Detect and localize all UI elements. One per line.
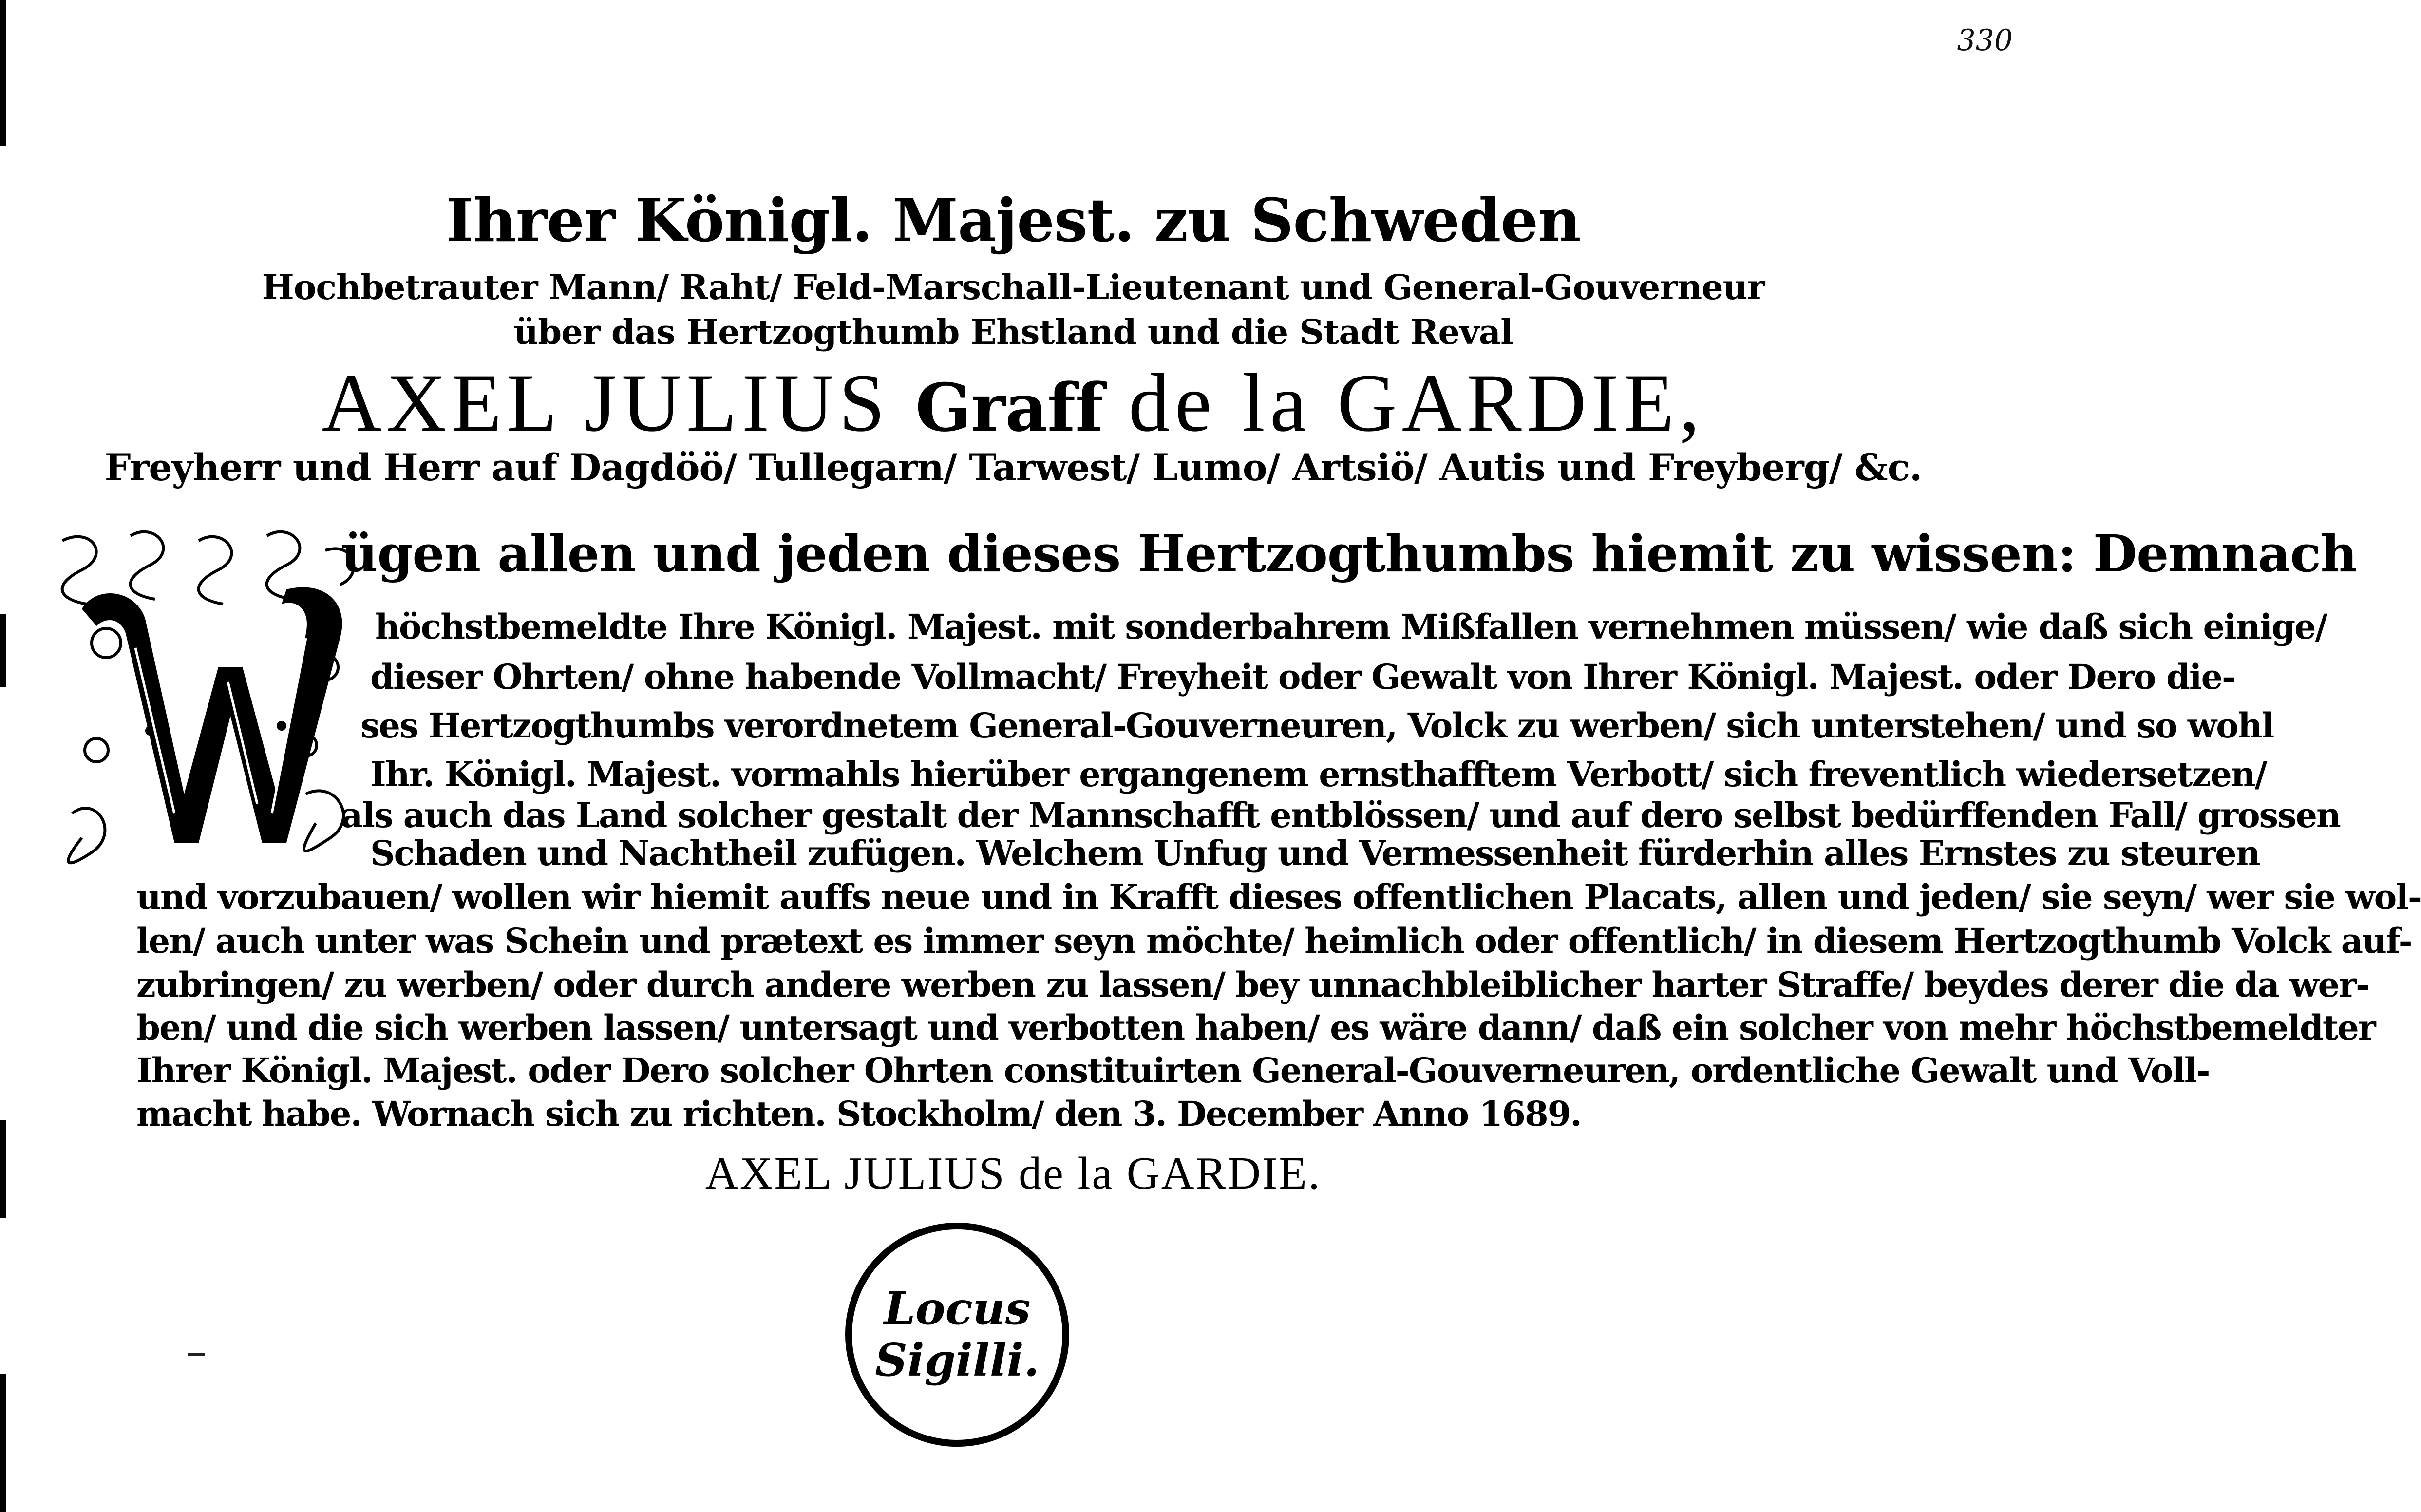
body-line-10: zubringen/ zu werben/ oder durch andere werben zu lassen/ bey unnachbleiblicher harter Straffe/ beydes derer die da wer-: [136, 964, 2369, 1005]
title-line-3: über das Hertzogthumb Ehstland und die Stadt Reval: [513, 312, 1513, 352]
decorated-initial-icon: [53, 521, 364, 872]
body-line-5: Ihr. Königl. Majest. vormahls hierüber ergangenem ernsthafftem Verbott/ sich freventlich wiedersetzen/: [370, 754, 2267, 794]
body-line-12: Ihrer Königl. Majest. oder Dero solcher Ohrten constituirten General-Gouverneuren, ordentliche Gewalt und Voll-: [136, 1050, 2210, 1091]
seal-circle: [845, 1223, 1069, 1447]
seal-text-locus: Locus: [884, 1282, 1031, 1335]
name-title-graff: Graff: [915, 369, 1103, 446]
seal-text-sigilli: Sigilli.: [875, 1334, 1040, 1386]
body-line-13: macht habe. Wornach sich zu richten. Stockholm/ den 3. December Anno 1689.: [136, 1094, 1581, 1134]
body-line-4: ses Hertzogthumbs verordnetem General-Gouverneuren, Volck zu werben/ sich unterstehen/ und so wohl: [360, 705, 2274, 746]
signature: AXEL JULIUS de la GARDIE.: [705, 1148, 1322, 1199]
name-part-2: de la GARDIE,: [1128, 357, 1705, 449]
body-line-7: Schaden und Nachtheil zufügen. Welchem Unfug und Vermessenheit fürderhin alles Ernstes zu steuren: [370, 833, 2260, 873]
name-part-1: AXEL JULIUS: [322, 357, 890, 449]
name-heading: [0, 356, 2026, 451]
title-line-5: Freyherr und Herr auf Dagdöö/ Tullegarn/ Tarwest/ Lumo/ Artsiö/ Autis und Freyberg/ &c.: [104, 446, 1922, 489]
title-line-2: Hochbetrauter Mann/ Raht/ Feld-Marschall-Lieutenant und General-Gouverneur: [262, 267, 1765, 307]
margin-mark: [0, 614, 6, 687]
margin-mark: [0, 0, 6, 146]
page-number: 330: [1957, 23, 2013, 57]
body-line-11: ben/ und die sich werben lassen/ untersagt und verbotten haben/ es wäre dann/ daß ein solcher von mehr höchstbemeldter: [136, 1007, 2375, 1048]
margin-mark: [0, 1374, 6, 1512]
body-line-8: und vorzubauen/ wollen wir hiemit auffs neue und in Krafft dieses offentlichen Placats, allen und jeden/ sie seyn/ wer sie wol-: [136, 877, 2421, 917]
body-line-1: ügen allen und jeden dieses Hertzogthumbs hiemit zu wissen: Demnach: [341, 524, 2357, 584]
body-line-2: höchstbemeldte Ihre Königl. Majest. mit sonderbahrem Mißfallen vernehmen müssen/ wie daß sich einige/: [375, 606, 2327, 647]
body-line-9: len/ auch unter was Schein und prætext es immer seyn möchte/ heimlich oder offentlich/ in diesem Hertzogthumb Volck auf-: [136, 921, 2412, 961]
stray-mark: [188, 1353, 205, 1356]
body-line-3: dieser Ohrten/ ohne habende Vollmacht/ Freyheit oder Gewalt von Ihrer Königl. Majest. oder Dero die-: [370, 657, 2235, 697]
body-line-6: als auch das Land solcher gestalt der Mannschafft entblössen/ und auf dero selbst bedürffenden Fall/ grossen: [341, 795, 2340, 835]
title-line-1: Ihrer Königl. Majest. zu Schweden: [446, 185, 1581, 255]
